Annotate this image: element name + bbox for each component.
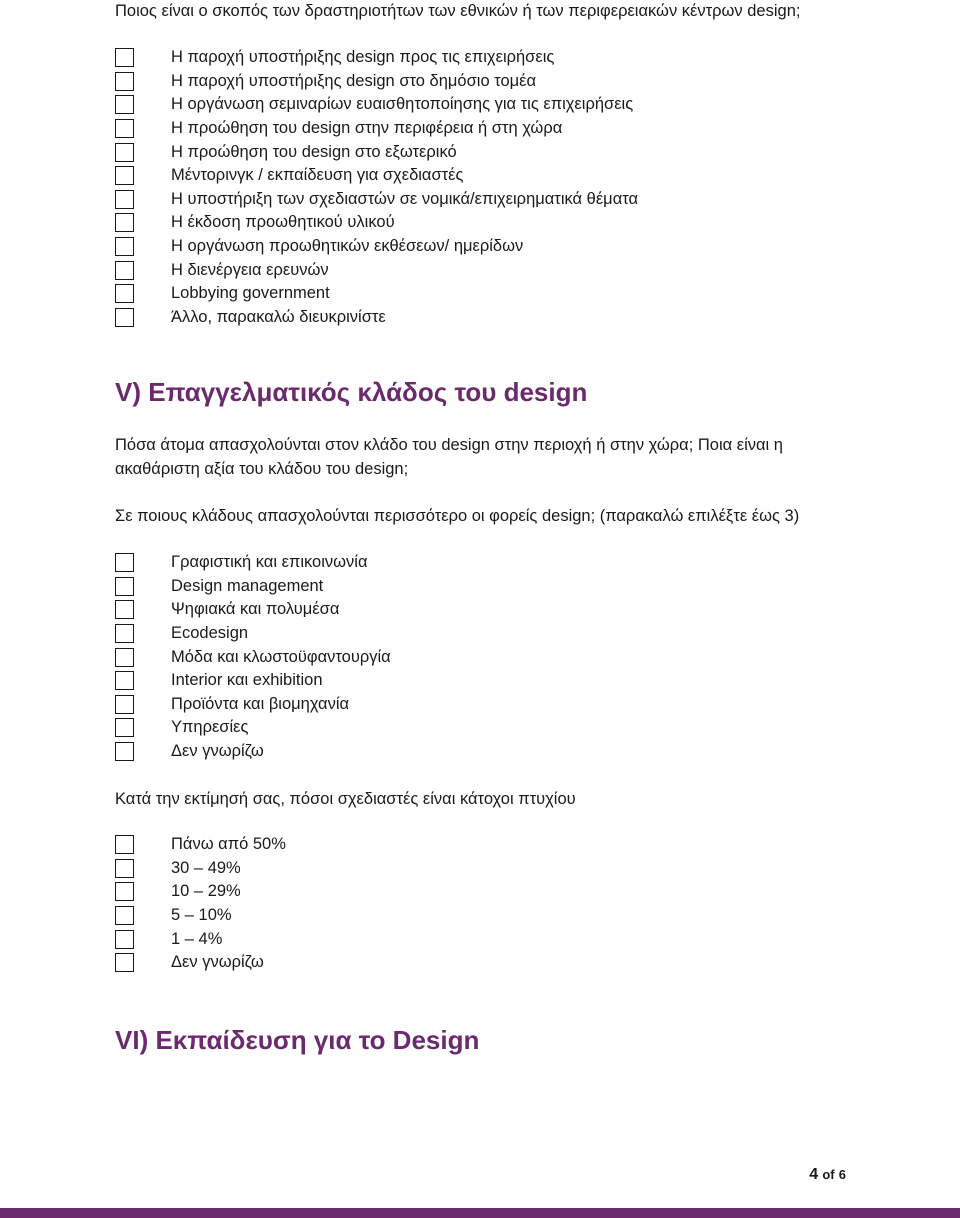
sector-option — [115, 575, 391, 599]
purpose-checkbox[interactable] — [115, 237, 134, 256]
purpose-option-label: Η οργάνωση σεμιναρίων ευαισθητοποίησης για τις επιχειρήσεις — [171, 95, 634, 114]
purpose-option-label: Άλλο, παρακαλώ διευκρινίστε — [171, 307, 386, 326]
sector-option-label: Γραφιστική και επικοινωνία — [171, 553, 368, 572]
purpose-option-label: Η παροχή υποστήριξης design προς τις επιχειρήσεις — [171, 48, 555, 67]
degree-checkbox[interactable] — [115, 906, 134, 925]
purpose-option-label: Η προώθηση του design στο εξωτερικό — [171, 142, 457, 161]
sector-option-label: Δεν γνωρίζω — [171, 742, 264, 761]
degree-checkbox[interactable] — [115, 953, 134, 972]
purpose-checkbox[interactable] — [115, 119, 134, 138]
sector-checkbox[interactable] — [115, 624, 134, 643]
purpose-question: Ποιος είναι ο σκοπός των δραστηριοτήτων των εθνικών ή των περιφερειακών κέντρων design; — [115, 2, 801, 20]
sector-checkbox[interactable] — [115, 671, 134, 690]
purpose-option — [115, 93, 638, 117]
sector-option — [115, 693, 391, 717]
degree-option-label: Δεν γνωρίζω — [171, 953, 264, 972]
employment-question: Πόσα άτομα απασχολούνται στον κλάδο του design στην περιοχή ή στην χώρα; Ποια είναι η ακαθάριστη αξία του κλάδου του design; — [115, 436, 783, 478]
sector-checkbox[interactable] — [115, 695, 134, 714]
purpose-option-label: Η παροχή υποστήριξης design στο δημόσιο τομέα — [171, 71, 537, 90]
purpose-checkbox[interactable] — [115, 284, 134, 303]
purpose-option — [115, 235, 638, 259]
purpose-checkbox[interactable] — [115, 48, 134, 67]
degree-option-label: 1 – 4% — [171, 929, 223, 948]
degree-checkbox[interactable] — [115, 930, 134, 949]
sector-option — [115, 598, 391, 622]
purpose-option-label: Η υποστήριξη των σχεδιαστών σε νομικά/επιχειρηματικά θέματα — [171, 189, 639, 208]
sector-option-label: Ψηφιακά και πολυμέσα — [171, 600, 340, 619]
degree-option — [115, 904, 286, 928]
sector-option-label: Ecodesign — [171, 624, 249, 643]
degree-option — [115, 927, 286, 951]
sector-option-label: Design management — [171, 576, 324, 595]
purpose-option — [115, 211, 638, 235]
purpose-option — [115, 117, 638, 141]
sector-checkbox[interactable] — [115, 648, 134, 667]
purpose-option — [115, 306, 638, 330]
sector-checkbox[interactable] — [115, 718, 134, 737]
purpose-checkbox[interactable] — [115, 166, 134, 185]
purpose-option — [115, 258, 638, 282]
sectors-question: Σε ποιους κλάδους απασχολούνται περισσότερο οι φορείς design; (παρακαλώ επιλέξτε έως 3) — [115, 507, 800, 525]
degree-checkbox[interactable] — [115, 882, 134, 901]
page-current: 4 — [809, 1166, 819, 1183]
purpose-checkbox[interactable] — [115, 72, 134, 91]
section-v-heading: V) Επαγγελματικός κλάδος του design — [115, 377, 588, 407]
purpose-checkbox[interactable] — [115, 308, 134, 327]
purpose-checkbox[interactable] — [115, 261, 134, 280]
purpose-option — [115, 70, 638, 94]
degree-option — [115, 951, 286, 975]
footer-accent-bar — [0, 1208, 960, 1218]
page-total: 6 — [838, 1167, 846, 1182]
sector-checkbox[interactable] — [115, 553, 134, 572]
sector-options-list — [115, 551, 391, 763]
degree-option — [115, 833, 286, 857]
sector-option — [115, 669, 391, 693]
purpose-option-label: Lobbying government — [171, 284, 330, 303]
degree-option — [115, 880, 286, 904]
sector-option — [115, 551, 391, 575]
purpose-checkbox[interactable] — [115, 95, 134, 114]
sector-option-label: Υπηρεσίες — [171, 718, 249, 737]
sector-checkbox[interactable] — [115, 577, 134, 596]
purpose-option-label: Η έκδοση προωθητικού υλικού — [171, 213, 395, 232]
sector-option — [115, 645, 391, 669]
sector-option-label: Μόδα και κλωστοϋφαντουργία — [171, 647, 391, 666]
degree-option-label: 5 – 10% — [171, 906, 232, 925]
degree-checkbox[interactable] — [115, 835, 134, 854]
sector-option — [115, 622, 391, 646]
degree-options-list — [115, 833, 286, 975]
sector-option-label: Προϊόντα και βιομηχανία — [171, 694, 350, 713]
purpose-option — [115, 140, 638, 164]
purpose-option — [115, 282, 638, 306]
purpose-option — [115, 164, 638, 188]
sector-option — [115, 716, 391, 740]
purpose-checkbox[interactable] — [115, 143, 134, 162]
page-of-label: of — [822, 1167, 835, 1182]
purpose-option-label: Μέντορινγκ / εκπαίδευση για σχεδιαστές — [171, 166, 464, 185]
purpose-checkbox[interactable] — [115, 190, 134, 209]
purpose-option-label: Η οργάνωση προωθητικών εκθέσεων/ ημερίδων — [171, 237, 524, 256]
purpose-option-label: Η προώθηση του design στην περιφέρεια ή στη χώρα — [171, 119, 563, 138]
sector-checkbox[interactable] — [115, 742, 134, 761]
sector-option — [115, 740, 391, 764]
section-vi-heading: VI) Εκπαίδευση για το Design — [115, 1025, 480, 1055]
purpose-option — [115, 46, 638, 70]
degree-checkbox[interactable] — [115, 859, 134, 878]
degree-option-label: Πάνω από 50% — [171, 835, 286, 854]
degree-option-label: 30 – 49% — [171, 858, 241, 877]
sector-option-label: Interior και exhibition — [171, 671, 323, 690]
degree-question: Κατά την εκτίμησή σας, πόσοι σχεδιαστές είναι κάτοχοι πτυχίου — [115, 790, 576, 808]
purpose-option-label: Η διενέργεια ερευνών — [171, 260, 329, 279]
purpose-option — [115, 188, 638, 212]
purpose-options-list — [115, 46, 638, 329]
degree-option-label: 10 – 29% — [171, 882, 241, 901]
sector-checkbox[interactable] — [115, 600, 134, 619]
purpose-checkbox[interactable] — [115, 213, 134, 232]
degree-option — [115, 857, 286, 881]
page-number — [809, 1166, 846, 1184]
